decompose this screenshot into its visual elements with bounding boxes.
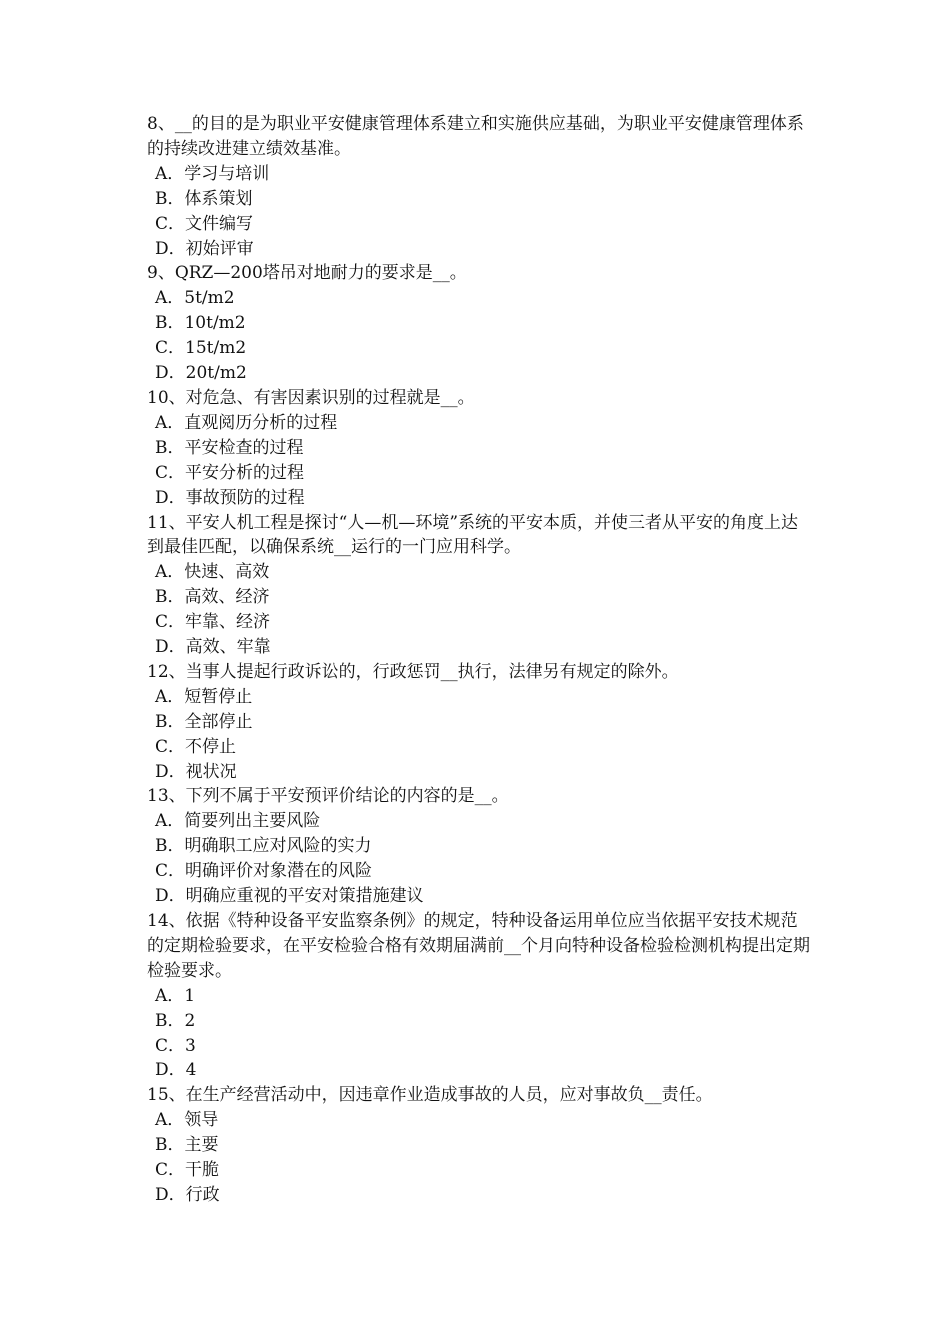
question-9 bbox=[147, 261, 811, 386]
option-d: D．明确应重视的平安对策措施建议 bbox=[155, 886, 424, 907]
question-stem: 9、QRZ—200塔吊对地耐力的要求是__。 bbox=[147, 263, 467, 284]
document-page bbox=[147, 112, 811, 1208]
question-stem: 11、平安人机工程是探讨“人—机—环境”系统的平安本质，并使三者从平安的角度上达到最佳匹配，以确保系统__运行的一门应用科学。 bbox=[147, 512, 799, 558]
option-d: D．初始评审 bbox=[155, 238, 254, 259]
question-stem: 14、依据《特种设备平安监察条例》的规定，特种设备运用单位应当依据平安技术规范的定期检验要求，在平安检验合格有效期届满前__个月向特种设备检验检测机构提出定期检验要求。 bbox=[147, 911, 810, 981]
option-a: A．学习与培训 bbox=[155, 163, 270, 184]
option-b: B．明确职工应对风险的实力 bbox=[155, 836, 372, 857]
option-d: D．20t/m2 bbox=[155, 363, 247, 384]
option-a: A．简要列出主要风险 bbox=[155, 811, 321, 832]
option-c: C．不停止 bbox=[155, 736, 237, 757]
question-13 bbox=[147, 784, 811, 909]
question-stem: 10、对危急、有害因素识别的过程就是__。 bbox=[147, 387, 475, 408]
question-8 bbox=[147, 112, 811, 261]
option-b: B．主要 bbox=[155, 1135, 219, 1156]
option-b: B．10t/m2 bbox=[155, 313, 246, 334]
option-c: C．牢靠、经济 bbox=[155, 612, 271, 633]
option-c: C．干脆 bbox=[155, 1160, 220, 1181]
question-stem: 13、下列不属于平安预评价结论的内容的是__。 bbox=[147, 786, 509, 807]
option-a: A．短暂停止 bbox=[155, 686, 253, 707]
question-12 bbox=[147, 660, 811, 785]
option-b: B．全部停止 bbox=[155, 711, 253, 732]
option-c: C．15t/m2 bbox=[155, 338, 247, 359]
option-d: D．事故预防的过程 bbox=[155, 487, 305, 508]
option-b: B．平安检查的过程 bbox=[155, 437, 304, 458]
option-b: B．体系策划 bbox=[155, 188, 253, 209]
question-10 bbox=[147, 386, 811, 511]
option-a: A．1 bbox=[155, 985, 196, 1006]
option-a: A．领导 bbox=[155, 1110, 219, 1131]
option-d: D．4 bbox=[155, 1060, 197, 1081]
option-d: D．行政 bbox=[155, 1184, 220, 1205]
option-b: B．2 bbox=[155, 1010, 196, 1031]
option-c: C．文件编写 bbox=[155, 213, 254, 234]
question-15 bbox=[147, 1083, 811, 1208]
question-stem: 8、__的目的是为职业平安健康管理体系建立和实施供应基础，为职业平安健康管理体系的持续改进建立绩效基准。 bbox=[147, 114, 804, 159]
option-d: D．高效、牢靠 bbox=[155, 637, 271, 658]
option-b: B．高效、经济 bbox=[155, 587, 270, 608]
question-11 bbox=[147, 511, 811, 660]
option-a: A．直观阅历分析的过程 bbox=[155, 412, 338, 433]
option-c: C．3 bbox=[155, 1035, 196, 1056]
option-a: A．快速、高效 bbox=[155, 562, 270, 583]
question-stem: 12、当事人提起行政诉讼的，行政惩罚__执行，法律另有规定的除外。 bbox=[147, 661, 679, 682]
option-c: C．明确评价对象潜在的风险 bbox=[155, 861, 373, 882]
option-c: C．平安分析的过程 bbox=[155, 462, 305, 483]
question-14 bbox=[147, 909, 811, 1083]
option-d: D．视状况 bbox=[155, 761, 237, 782]
question-stem: 15、在生产经营活动中，因违章作业造成事故的人员，应对事故负__责任。 bbox=[147, 1085, 713, 1106]
option-a: A．5t/m2 bbox=[155, 288, 235, 309]
